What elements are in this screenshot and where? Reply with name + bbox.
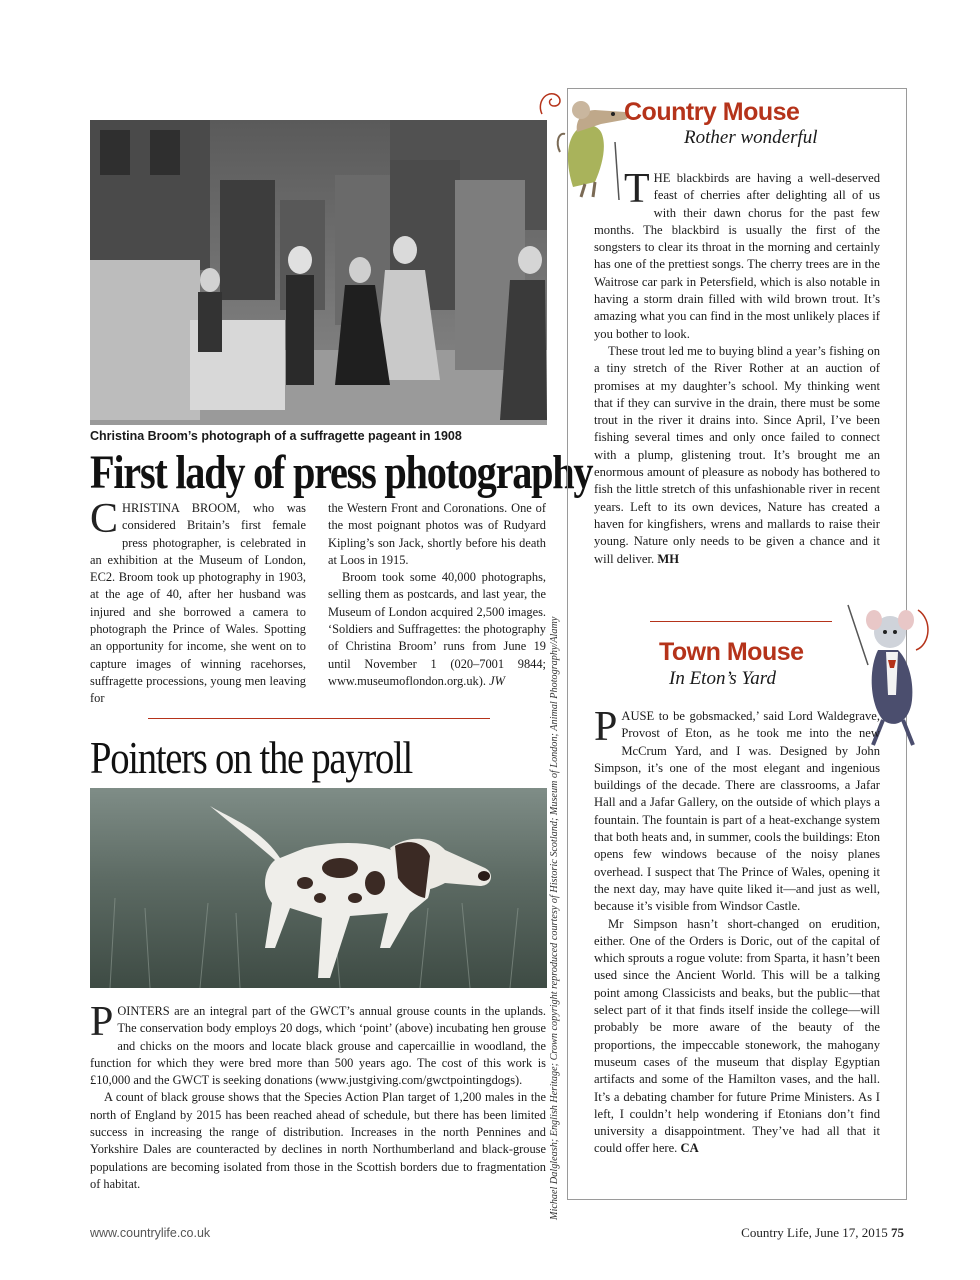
article-column-1 (90, 496, 306, 708)
article-text: OINTERS are an integral part of the GWCT’s annual grouse counts in the uplands. The conservation body employs 20 dogs, which ‘point’ (above) incubating hen grouse and chicks on the moors and locate black grouse and capercaillie in woodland, the function for which they were bred more than 500 years ago. The cost of this work is £10,000 and the GWCT is seeking donations (www.justgiving.com/gwctpointingdogs). (90, 1004, 546, 1088)
suffragette-photo-illustration (90, 120, 547, 425)
author-initials: CA (680, 1141, 699, 1156)
dropcap-t: T (624, 166, 650, 212)
page-number: 75 (891, 1225, 904, 1240)
article-text: the Western Front and Coronations. One of the most poignant photos was of Rudyard Kipling’s son Jack, shortly before his death at Loos in 1915. (328, 501, 546, 567)
article-column-2 (328, 500, 546, 690)
town-mouse-subtitle: In Eton’s Yard (669, 668, 776, 689)
town-mouse-text (594, 704, 880, 1158)
country-mouse-subtitle: Rother wonderful (684, 127, 818, 148)
pointer-dog-photo (90, 788, 547, 988)
country-mouse-text (594, 166, 880, 568)
section-divider (148, 718, 490, 719)
dropcap-p2: P (594, 704, 618, 750)
photo-credit: Michael Dalgleash; English Heritage; Crown copyright reproduced courtesy of Historic Scotland; Museum of London; Animal Photography/Alamy (549, 616, 560, 1220)
article-text: HRISTINA BROOM, who was considered Britain’s first female press photographer, is celebrated in an exhibition at the Museum of London, EC2. Broom took up photography in 1903, at the age of 40, after her husband was injured and she borrowed a camera to photograph the Prince of Wales. Spotting an opportunity for income, she went on to capture images of winning racehorses, suffragette processions, young men leaving for (90, 501, 306, 706)
author-initials: JW (489, 673, 505, 688)
country-mouse-title: Country Mouse (624, 98, 800, 126)
town-mouse-title: Town Mouse (659, 638, 804, 666)
article-text: AUSE to be gobsmacked,’ said Lord Waldegrave, Provost of Eton, as he took me into the new McCrum Yard, and I was. Designed by John Simpson, it’s one of the most elegant and ingenious buildings of the decade. There are classrooms, a Jafar Hall and a Jafar Gallery, on the outside of which plays a fountain. The fountain is part of a heat-exchange system that both heats and, in summer, cools the buildings: Eton opens few windows because of the noisy planes overhead. I suspect that The Prince of Wales, opening it the next day, may have quite liked it—and just as well, because it’s visible from Windsor Castle. (594, 709, 880, 914)
dropcap-p: P (90, 999, 114, 1045)
article-text: Mr Simpson hasn’t short-changed on erudition, either. One of the Orders is Doric, out of the capital of which sprouts a rogue volute: from Sparta, it hasn’t been used since the Ancient World. This will be a talking point among Classicists and beaks, but the public—that select part of it that finds itself inside the college—will probably be more aware of the beauty of the proportions, the impeccable stonework, the mahogany museum cases of the museum that display Egyptian artifacts and some of the Hamilton vases, and the hall. It’s a debating chamber for future Prime Ministers. As I left, I couldn’t help wondering if Etonians don’t find university a disappointment. They’ve had all that it could offer here. (594, 916, 880, 1156)
author-initials: MH (657, 551, 680, 566)
pointers-article (90, 999, 546, 1193)
footer-url[interactable]: www.countrylife.co.uk (90, 1226, 211, 1240)
headline-first-lady: First lady of press photography (90, 446, 593, 499)
article-text: These trout led me to buying blind a year’s fishing on a tiny stretch of the River Rother at an auction of promises at my daughter’s school. My thinking went that if they can survive in the drain, there must be some trout in the river it drains into. Since April, I’ve been fishing several times and only once failed to connect with a plump, glistening trout. It’s brought me an enormous amount of pleasure as nobody has bothered to fish the little stretch of this unfashionable river in recent years. Left to its own devices, Nature has created a haven for kingfishers, wrens and mallards to raise their young. Nature only needs to be given a chance and it will deliver. (594, 343, 880, 566)
article-text: HE blackbirds are having a well-deserved feast of cherries after delighting all of us with their dawn chorus for the past few months. The blackbird is usually the first of the songsters to clear its throat in the morning and certainly has one of the prettiest songs. The cherry trees are in the Waitrose car park in Petersfield, which is also notable in having a storm drain filled with wild brown trout. It’s amazing what you can find in the most unlikely places if you bother to look. (594, 171, 880, 341)
dropcap-c: C (90, 496, 119, 542)
mouse-divider (650, 621, 832, 622)
suffragette-photo (90, 120, 547, 425)
headline-pointers: Pointers on the payroll (90, 732, 412, 783)
footer-issue (741, 1225, 904, 1241)
pointer-dog-illustration (90, 788, 547, 988)
photo-caption: Christina Broom’s photograph of a suffragette pageant in 1908 (90, 429, 462, 443)
article-text: Broom took some 40,000 photographs, selling them as postcards, and last year, the Museum of London acquired 2,500 images. ‘Soldiers and Suffragettes: the photography of Christina Broom’ runs from June 19 until November 1 (020–7001 9844; www.museumoflondon.org.uk). (328, 570, 546, 688)
article-text: A count of black grouse shows that the Species Action Plan target of 1,200 males in the north of England by 2015 has been reached ahead of schedule, but there has been limited success in increasing the range of distribution. Increases in the north Pennines and Yorkshire Dales are counteracted by declines in north Northumberland and black-grouse populations are becoming isolated from those in the Scottish borders due to fragmentation of habitat. (90, 1090, 546, 1191)
magazine-issue: Country Life, June 17, 2015 (741, 1225, 888, 1240)
